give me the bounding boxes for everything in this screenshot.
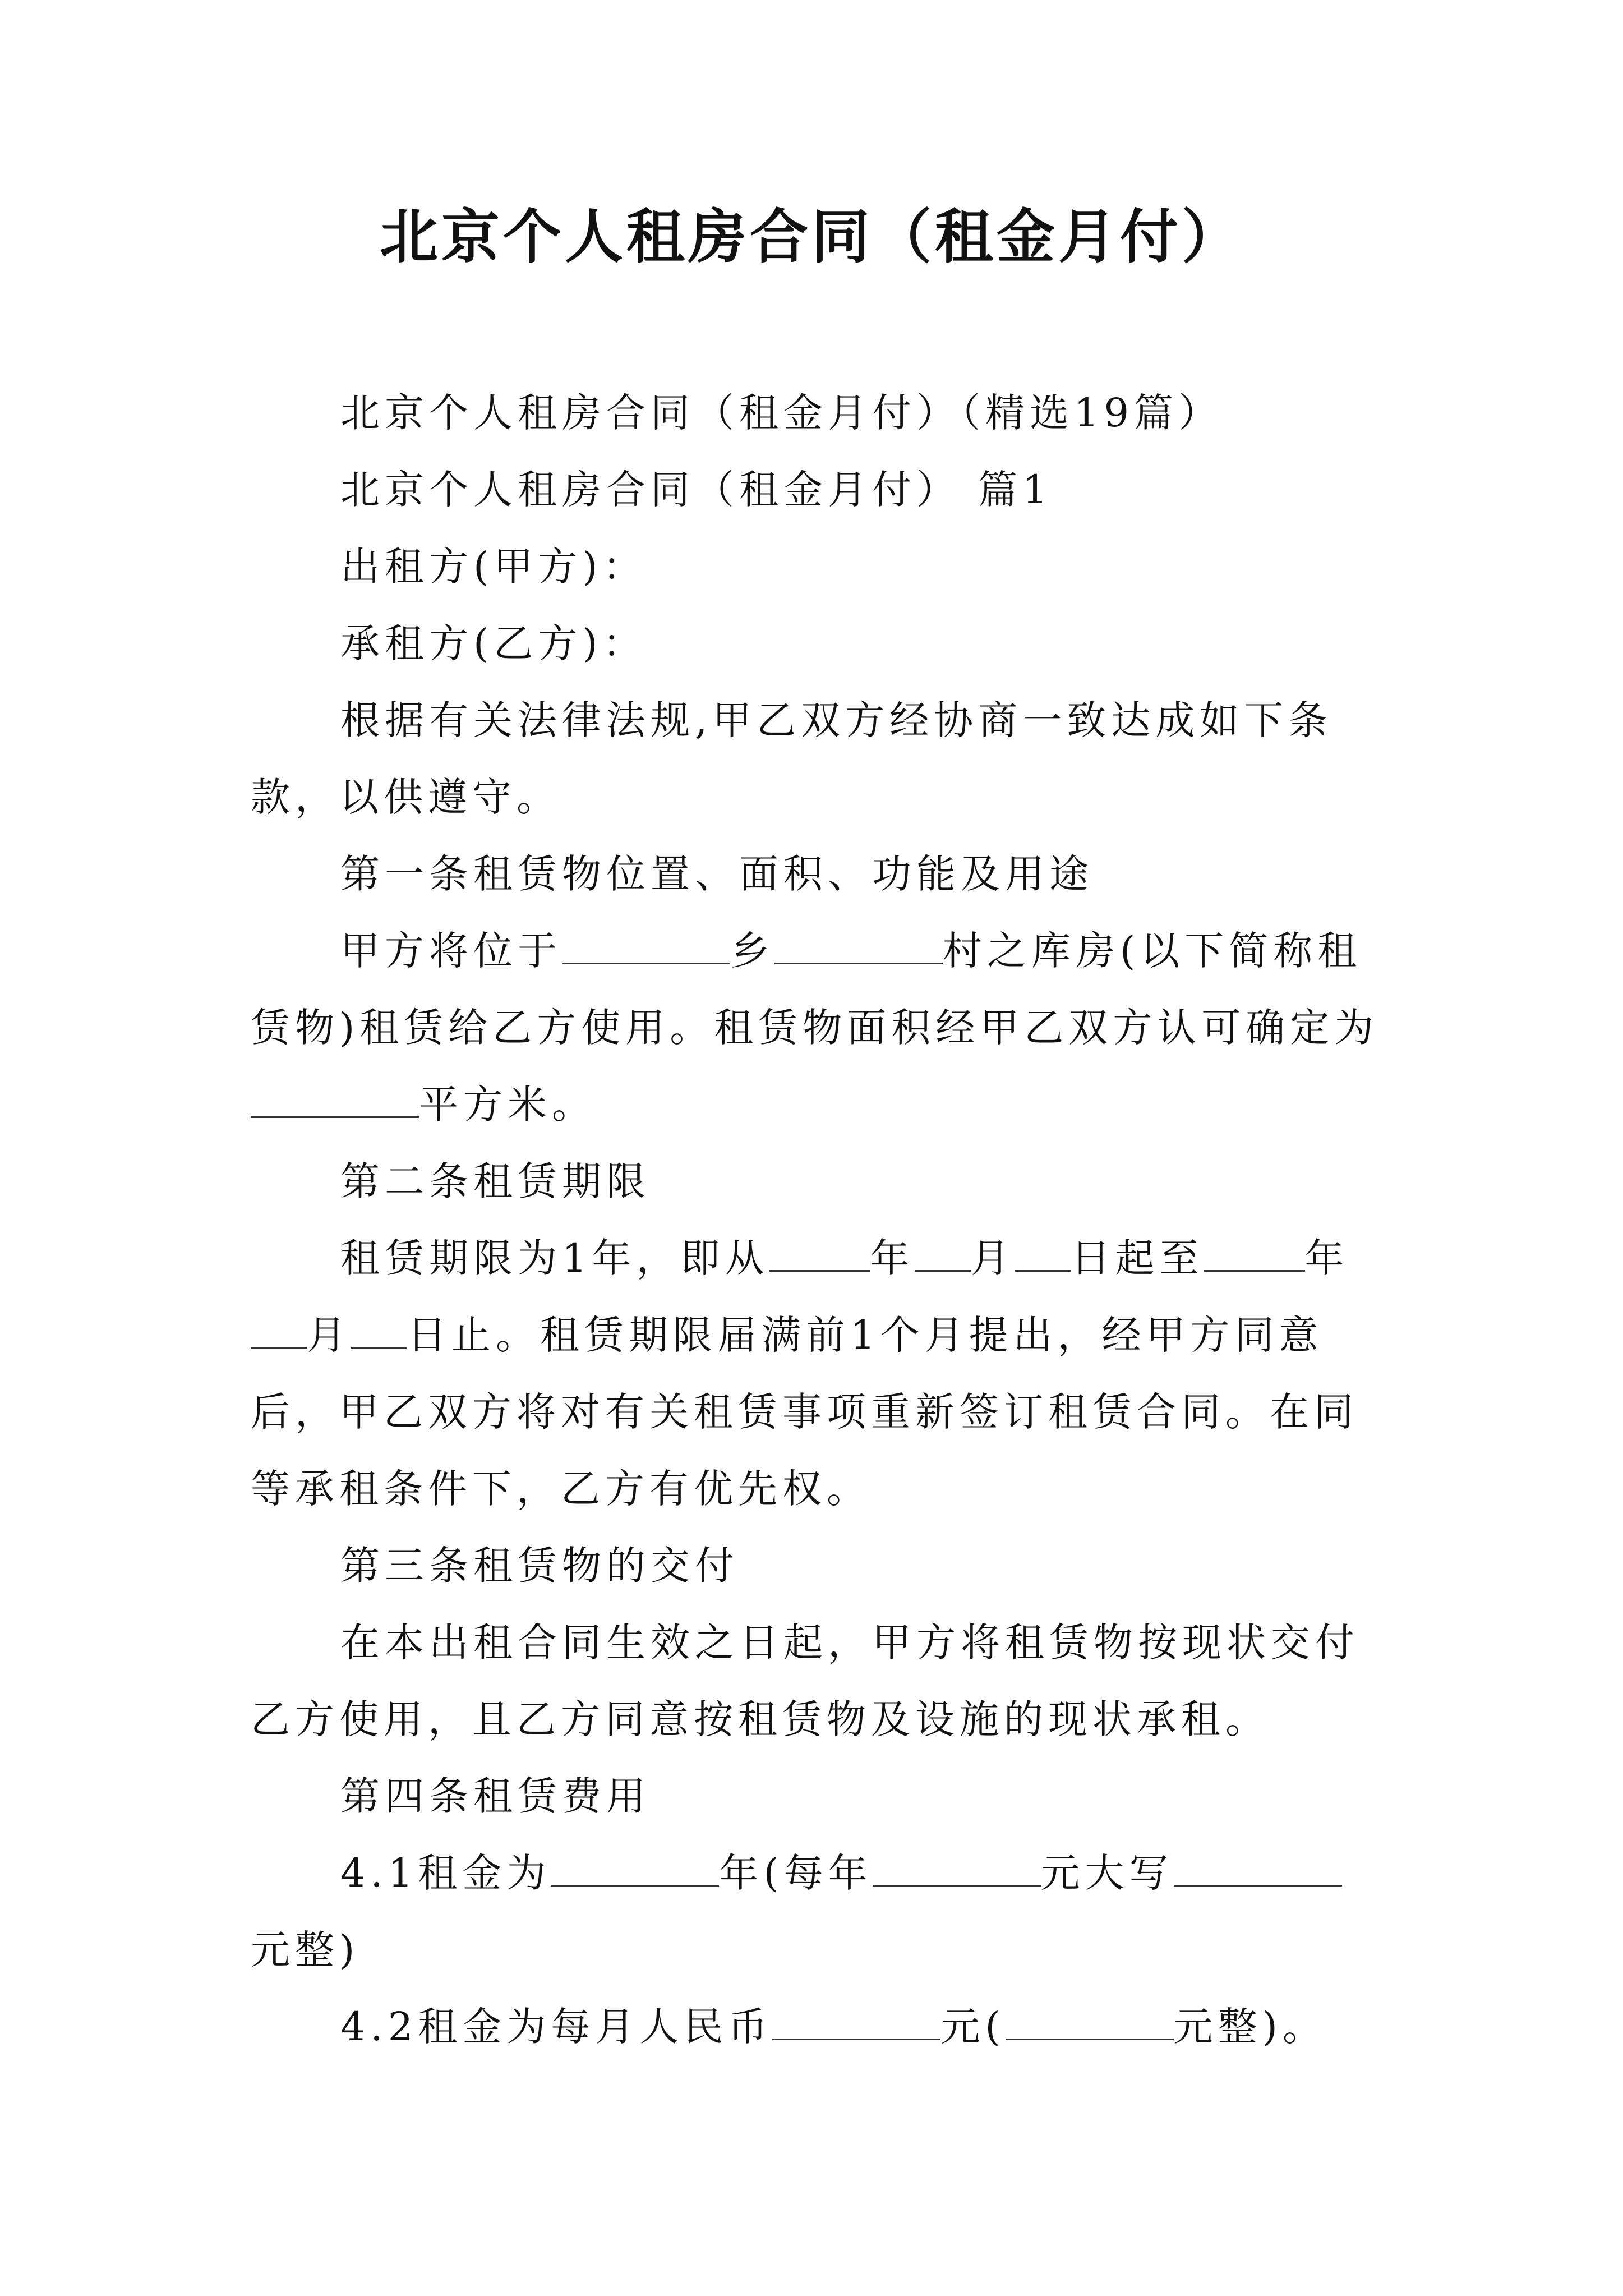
subtitle: 北京个人租房合同（租金月付）（精选19篇） <box>340 390 1223 436</box>
article-3-heading: 第三条租赁物的交付 <box>340 1543 739 1589</box>
article-2-text: 年 <box>870 1235 915 1281</box>
article-4-text: 元整) <box>251 1927 360 1973</box>
article-4-text: 元大写 <box>1040 1850 1174 1896</box>
article-1-text: 平方米。 <box>419 1082 596 1128</box>
article-2-text: 日止。租赁期限届满前1个月提出，经甲方同意后，甲乙双方将对有关租赁事项重新签订租赁合同。在同等承租条件下，乙方有优先权。 <box>251 1312 1358 1512</box>
article-1-text: 乡 <box>730 928 774 974</box>
article-2-text: 月 <box>970 1235 1015 1281</box>
article-2-heading: 第二条租赁期限 <box>340 1158 651 1204</box>
blank-field <box>873 1846 1041 1887</box>
document-body <box>251 375 1384 2065</box>
blank-field <box>772 1999 940 2040</box>
blank-field <box>1006 1999 1174 2040</box>
blank-field <box>769 1231 870 1272</box>
blank-field <box>251 1077 419 1118</box>
article-2-text: 年 <box>1304 1235 1349 1281</box>
blank-field <box>915 1231 971 1272</box>
article-2-text: 月 <box>307 1312 351 1358</box>
section-heading: 北京个人租房合同（租金月付） 篇1 <box>340 467 1053 513</box>
article-4-heading: 第四条租赁费用 <box>340 1773 651 1819</box>
party-a-line: 出租方(甲方)： <box>340 544 647 590</box>
blank-field <box>562 923 730 964</box>
article-3-paragraph: 在本出租合同生效之日起，甲方将租赁物按现状交付乙方使用，且乙方同意按租赁物及设施的现状承租。 <box>251 1619 1359 1742</box>
blank-field <box>774 923 943 964</box>
article-2-text: 日起至 <box>1071 1235 1204 1281</box>
party-b-line: 承租方(乙方)： <box>340 620 647 666</box>
blank-field <box>251 1308 307 1349</box>
blank-field <box>551 1846 719 1887</box>
article-2-paragraph <box>251 1220 1384 1527</box>
blank-field <box>1015 1231 1071 1272</box>
blank-field <box>1174 1846 1342 1887</box>
article-1-heading: 第一条租赁物位置、面积、功能及用途 <box>340 851 1094 897</box>
document-title: 北京个人租房合同（租金月付） <box>379 203 1243 271</box>
preamble-paragraph: 根据有关法律法规,甲乙双方经协商一致达成如下条款，以供遵守。 <box>251 697 1333 820</box>
article-1-text: 村之库房(以下简称租赁物)租赁给乙方使用。租赁物面积经甲乙双方认可确定为 <box>251 928 1379 1051</box>
article-4-text: 4.2租金为每月人民币 <box>340 2004 773 2050</box>
article-4-text: 元( <box>940 2004 1006 2050</box>
blank-field <box>351 1308 407 1349</box>
article-4-clause-2 <box>251 1989 1384 2065</box>
blank-field <box>1204 1231 1305 1272</box>
article-4-text: 4.1租金为 <box>340 1850 551 1896</box>
article-1-text: 甲方将位于 <box>340 928 562 974</box>
article-4-text: 元整)。 <box>1173 2004 1327 2050</box>
article-4-clause-1 <box>251 1835 1384 1989</box>
article-4-text: 年(每年 <box>719 1850 873 1896</box>
article-2-text: 租赁期限为1年，即从 <box>340 1235 769 1281</box>
article-1-paragraph <box>251 913 1384 1143</box>
